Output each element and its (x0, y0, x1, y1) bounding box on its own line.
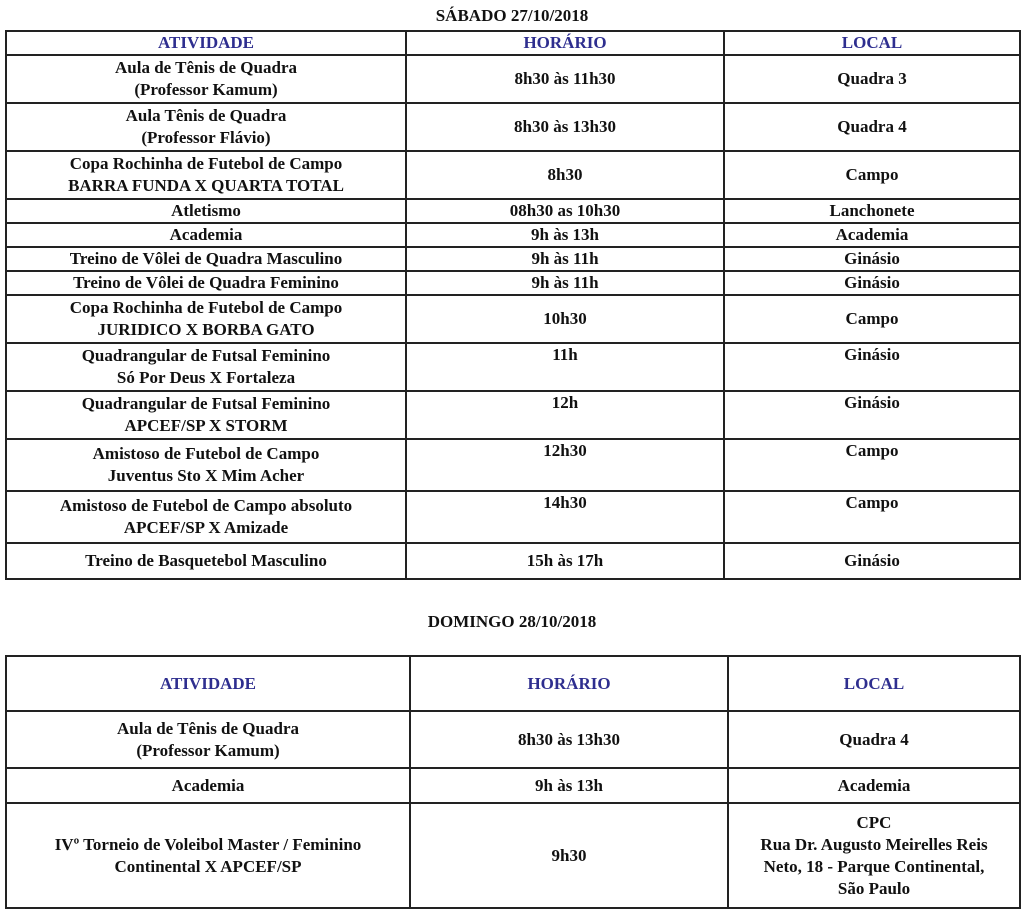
schedule-row (6, 491, 1020, 543)
time-cell: 12h30 (406, 439, 724, 491)
time-cell: 9h às 11h (406, 271, 724, 295)
schedule-row (6, 271, 1020, 295)
activity-line: Academia (169, 225, 243, 244)
header-activity: ATIVIDADE (6, 656, 410, 711)
schedule-row (6, 151, 1020, 199)
saturday-schedule-table (5, 30, 1021, 580)
schedule-row (6, 55, 1020, 103)
place-cell: Lanchonete (724, 199, 1020, 223)
place-line: Academia (837, 775, 911, 795)
activity-cell (6, 295, 406, 343)
place-cell (728, 803, 1020, 908)
activity-line: Aula de Tênis de Quadra (114, 58, 297, 77)
schedule-row (6, 103, 1020, 151)
activity-line: (Professor Kamum) (134, 80, 278, 99)
place-cell: Campo (724, 295, 1020, 343)
schedule-row (6, 803, 1020, 908)
header-activity: ATIVIDADE (6, 31, 406, 55)
schedule-row (6, 247, 1020, 271)
activity-line: (Professor Flávio) (141, 128, 271, 147)
time-cell: 10h30 (406, 295, 724, 343)
place-cell: Ginásio (724, 543, 1020, 579)
activity-line: APCEF/SP X STORM (124, 416, 288, 435)
schedule-row (6, 768, 1020, 803)
place-cell: Campo (724, 151, 1020, 199)
activity-line: Treino de Vôlei de Quadra Feminino (73, 273, 339, 292)
saturday-title: SÁBADO 27/10/2018 (435, 6, 589, 25)
activity-cell (6, 151, 406, 199)
schedule-row (6, 295, 1020, 343)
schedule-row (6, 391, 1020, 439)
activity-cell (6, 491, 406, 543)
activity-cell (6, 271, 406, 295)
schedule-row (6, 439, 1020, 491)
activity-line: Quadrangular de Futsal Feminino (81, 394, 331, 413)
activity-cell (6, 803, 410, 908)
place-cell: Campo (724, 491, 1020, 543)
place-cell (728, 768, 1020, 803)
activity-line: Quadrangular de Futsal Feminino (81, 346, 331, 365)
place-cell: Quadra 3 (724, 55, 1020, 103)
activity-line: BARRA FUNDA X QUARTA TOTAL (68, 176, 344, 195)
time-cell: 9h às 13h (406, 223, 724, 247)
activity-line: Continental X APCEF/SP (114, 856, 302, 876)
header-time: HORÁRIO (406, 31, 724, 55)
activity-line: Amistoso de Futebol de Campo (92, 444, 320, 463)
time-cell: 15h às 17h (406, 543, 724, 579)
schedule-row (6, 543, 1020, 579)
time-cell: 9h às 11h (406, 247, 724, 271)
sunday-title: DOMINGO 28/10/2018 (427, 612, 597, 631)
place-cell: Ginásio (724, 391, 1020, 439)
time-cell: 8h30 às 13h30 (410, 711, 728, 768)
header-time: HORÁRIO (410, 656, 728, 711)
place-cell: Ginásio (724, 247, 1020, 271)
schedule-row (6, 199, 1020, 223)
activity-line: Copa Rochinha de Futebol de Campo (69, 154, 343, 173)
time-cell: 8h30 (406, 151, 724, 199)
place-line: São Paulo (837, 878, 911, 898)
activity-line: (Professor Kamum) (136, 740, 280, 760)
activity-cell (6, 391, 406, 439)
sunday-schedule-table (5, 655, 1021, 909)
place-cell: Academia (724, 223, 1020, 247)
time-cell: 08h30 as 10h30 (406, 199, 724, 223)
header-place: LOCAL (724, 31, 1020, 55)
activity-cell (6, 247, 406, 271)
activity-cell (6, 768, 410, 803)
activity-cell (6, 103, 406, 151)
place-line: Neto, 18 - Parque Continental, (763, 856, 985, 876)
place-line: Quadra 4 (839, 729, 909, 749)
activity-line: Academia (171, 775, 245, 795)
activity-line: Treino de Basquetebol Masculino (85, 551, 327, 570)
activity-line: IVº Torneio de Voleibol Master / Feminino (54, 834, 362, 854)
activity-line: Atletismo (171, 201, 241, 220)
place-cell: Campo (724, 439, 1020, 491)
time-cell: 8h30 às 11h30 (406, 55, 724, 103)
time-cell: 12h (406, 391, 724, 439)
schedule-row (6, 223, 1020, 247)
activity-cell (6, 223, 406, 247)
place-cell (728, 711, 1020, 768)
time-cell: 9h às 13h (410, 768, 728, 803)
header-place: LOCAL (728, 656, 1020, 711)
activity-cell (6, 55, 406, 103)
activity-line: Juventus Sto X Mim Acher (107, 466, 305, 485)
place-line: Rua Dr. Augusto Meirelles Reis (760, 834, 988, 854)
activity-cell (6, 199, 406, 223)
activity-cell (6, 543, 406, 579)
activity-line: Copa Rochinha de Futebol de Campo (69, 298, 343, 317)
time-cell: 8h30 às 13h30 (406, 103, 724, 151)
activity-line: Treino de Vôlei de Quadra Masculino (69, 249, 343, 268)
schedule-row (6, 711, 1020, 768)
activity-cell (6, 343, 406, 391)
activity-cell (6, 711, 410, 768)
time-cell: 9h30 (410, 803, 728, 908)
activity-line: Amistoso de Futebol de Campo absoluto (59, 496, 353, 515)
activity-line: Aula de Tênis de Quadra (116, 718, 299, 738)
place-line: CPC (856, 812, 892, 832)
time-cell: 14h30 (406, 491, 724, 543)
schedule-row (6, 343, 1020, 391)
place-cell: Ginásio (724, 271, 1020, 295)
activity-cell (6, 439, 406, 491)
activity-line: Só Por Deus X Fortaleza (116, 368, 296, 387)
place-cell: Ginásio (724, 343, 1020, 391)
time-cell: 11h (406, 343, 724, 391)
activity-line: APCEF/SP X Amizade (123, 518, 289, 537)
activity-line: Aula Tênis de Quadra (125, 106, 287, 125)
place-cell: Quadra 4 (724, 103, 1020, 151)
activity-line: JURIDICO X BORBA GATO (97, 320, 315, 339)
